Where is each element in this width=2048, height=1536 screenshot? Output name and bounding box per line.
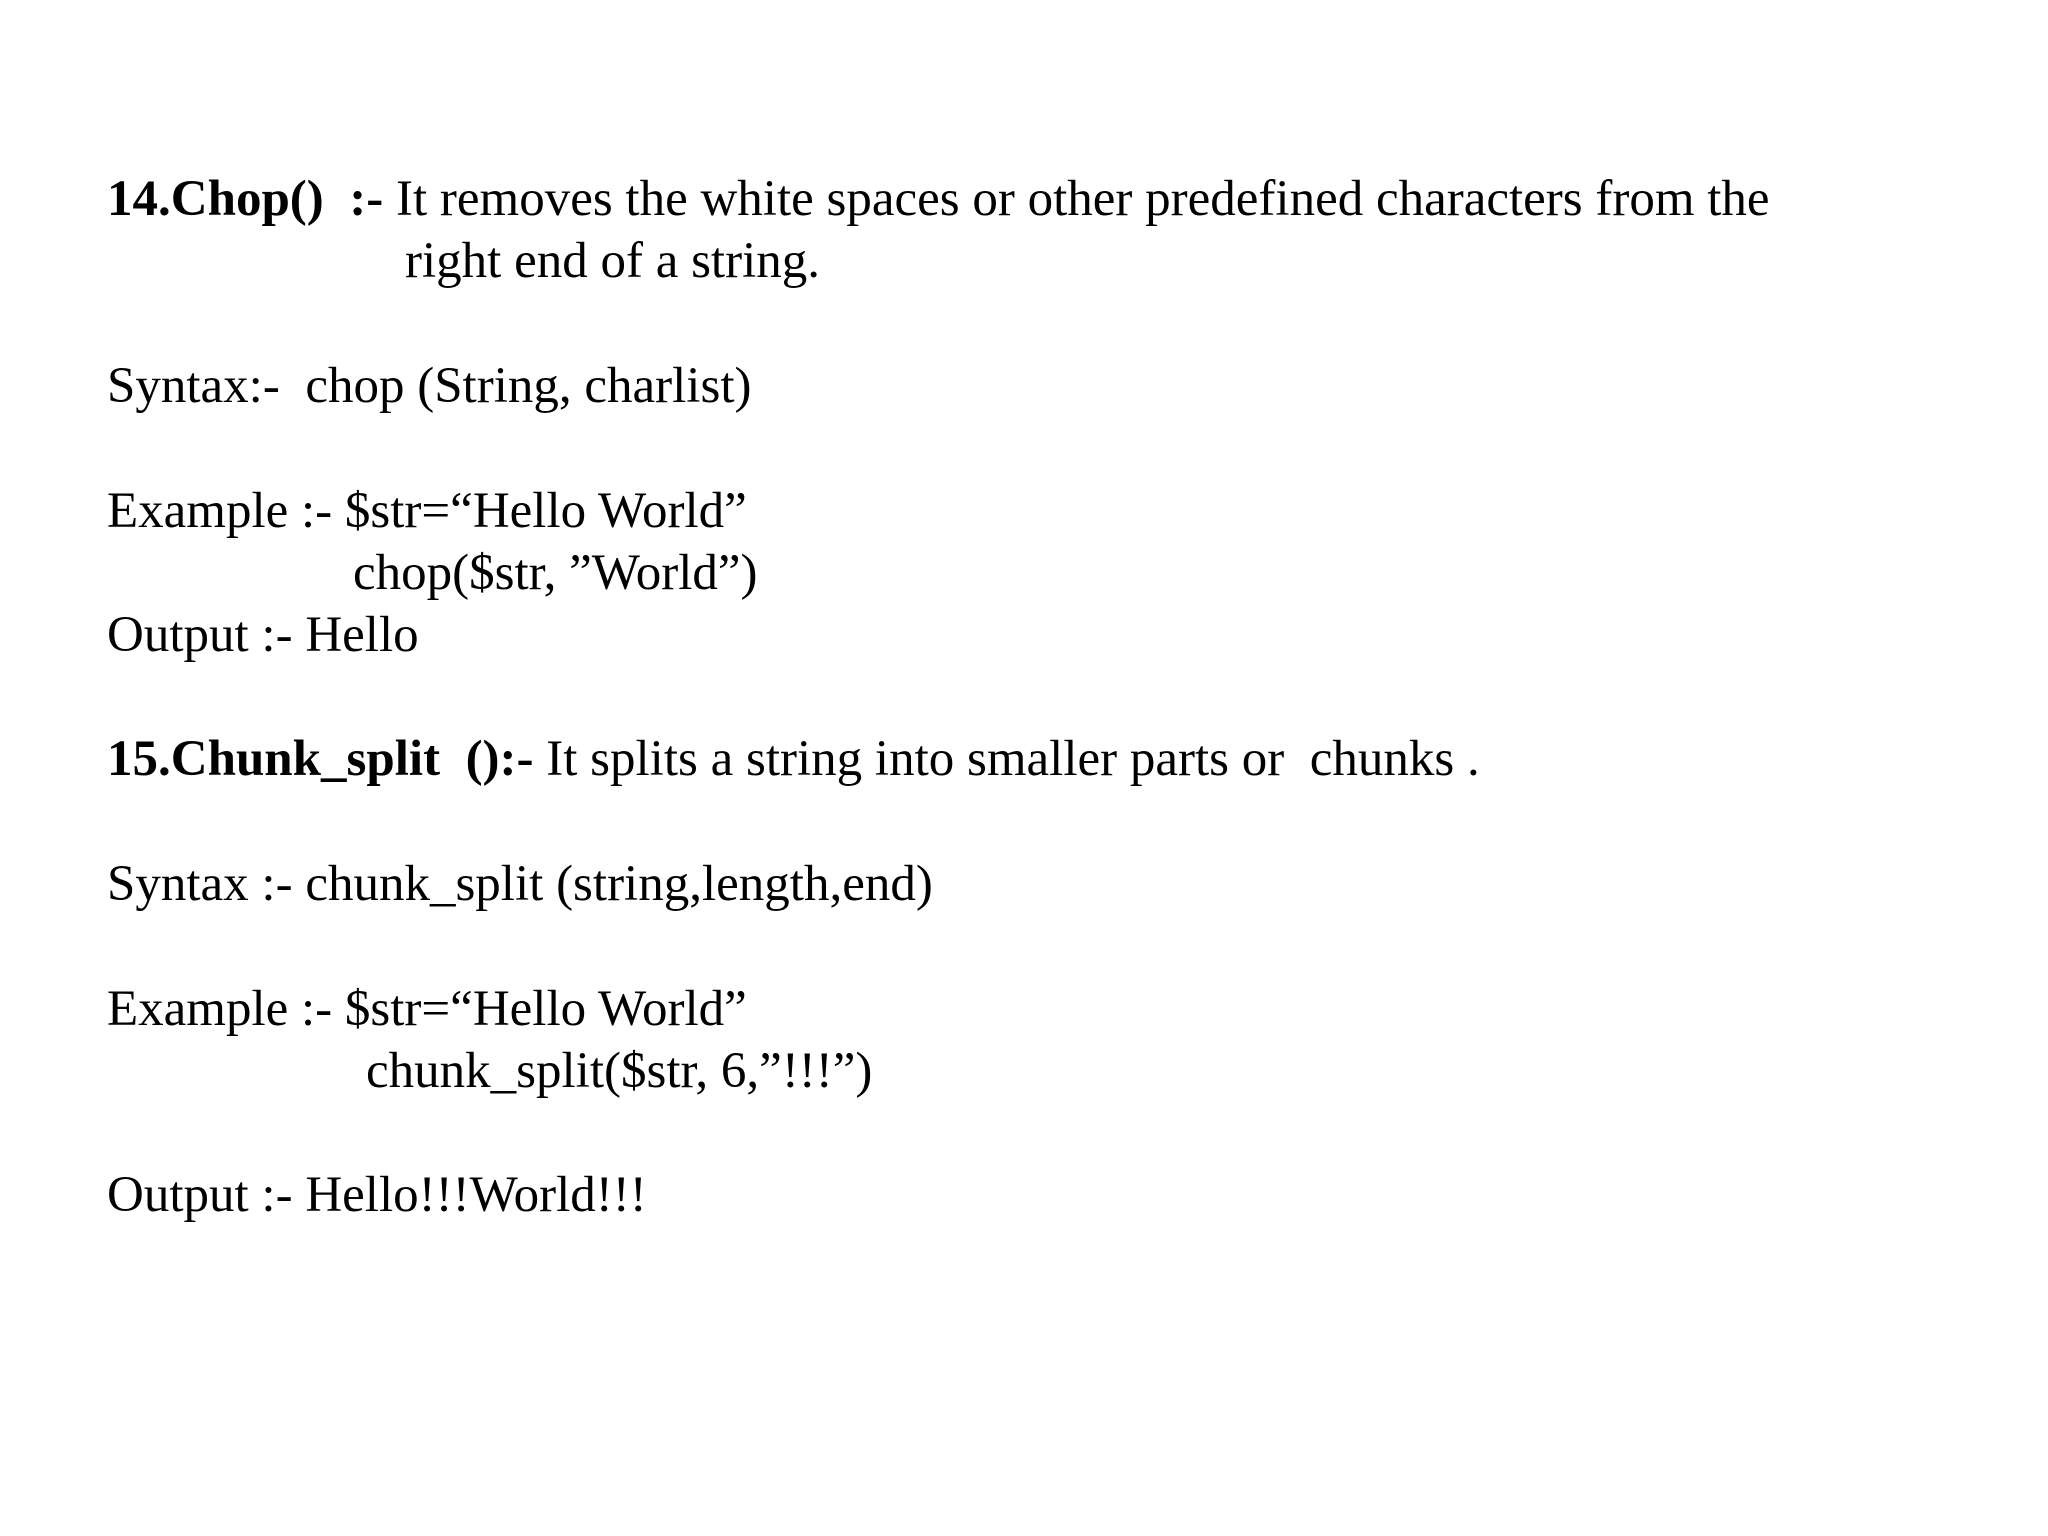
chunk-split-heading-line [107, 728, 1480, 790]
chop-syntax: Syntax:- chop (String, charlist) [107, 358, 752, 414]
chop-output: Output :- Hello [107, 607, 419, 663]
chop-heading: 14.Chop() :- [107, 171, 396, 227]
chop-example: Example :- $str=“Hello World” [107, 483, 747, 539]
chunk-split-example-code: chunk_split($str, 6,”!!!”) [366, 1043, 873, 1099]
chop-example-code: chop($str, ”World”) [353, 545, 758, 601]
chunk-split-example: Example :- $str=“Hello World” [107, 981, 747, 1037]
chunk-split-syntax: Syntax :- chunk_split (string,length,end) [107, 856, 933, 912]
chunk-split-heading: 15.Chunk_split ():- [107, 731, 547, 787]
chop-heading-line [107, 168, 1770, 230]
chunk-split-output: Output :- Hello!!!World!!! [107, 1167, 647, 1223]
chunk-split-description: It splits a string into smaller parts or chunks . [546, 731, 1480, 787]
chop-description: It removes the white spaces or other predefined characters from the [396, 171, 1770, 227]
chop-description-continued: right end of a string. [405, 233, 820, 289]
